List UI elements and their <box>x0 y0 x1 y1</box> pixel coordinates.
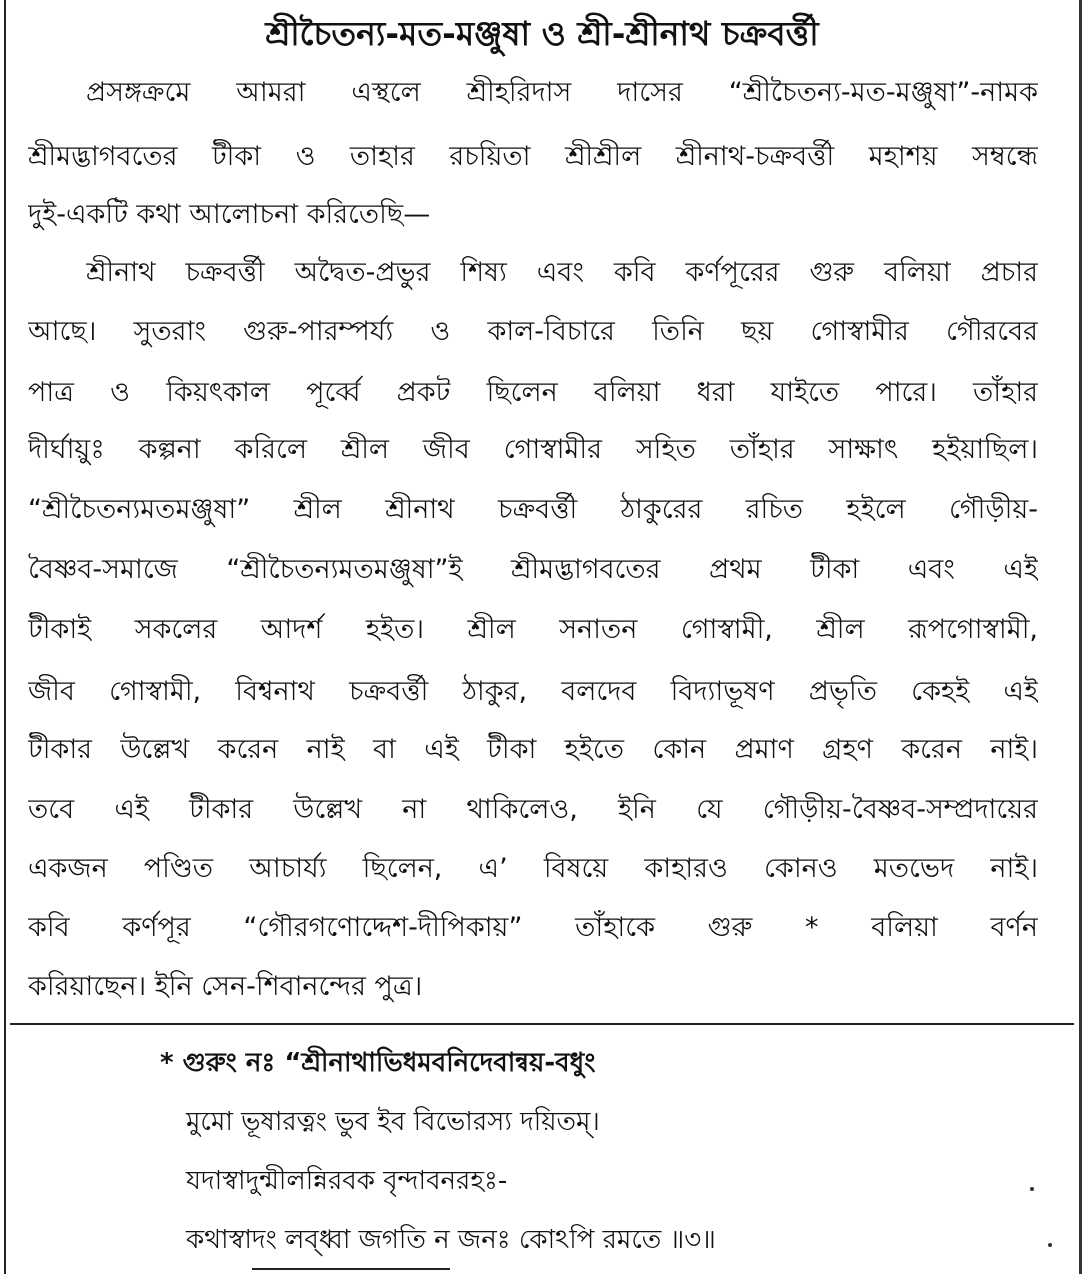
paragraph-line: পাত্র ও কিয়ৎকাল পূর্ব্বে প্রকট ছিলেন বলিয়া ধরা যাইতে পারে। তাঁহার <box>28 377 1038 408</box>
scan-left-edge <box>4 0 6 1274</box>
paragraph-line: টীকার উল্লেখ করেন নাই বা এই টীকা হইতে কোন প্রমাণ গ্রহণ করেন নাই। <box>28 734 1038 765</box>
paragraph-line: আছে। সুতরাং গুরু-পারম্পর্য্য ও কাল-বিচারে তিনি ছয় গোস্বামীর গৌরবের <box>28 316 1038 347</box>
paragraph-line: জীব গোস্বামী, বিশ্বনাথ চক্রবর্ত্তী ঠাকুর, বলদেব বিদ্যাভূষণ প্রভৃতি কেহই এই <box>28 676 1038 707</box>
footnote-verse-line: যদাস্বাদুন্মীলন্নিরবক বৃন্দাবনরহঃ- <box>186 1166 508 1196</box>
paragraph-line: বৈষ্ণব-সমাজে “শ্রীচৈতন্যমতমঞ্জুষা”ই শ্রীমদ্ভাগবতের প্রথম টীকা এবং এই <box>28 554 1038 585</box>
paragraph-line: প্রসঙ্গক্রমে আমরা এস্থলে শ্রীহরিদাস দাসের “শ্রীচৈতন্য-মত-মঞ্জুষা”-নামক <box>86 77 1038 108</box>
paragraph-line: দুই-একটি কথা আলোচনা করিতেছি— <box>28 199 431 230</box>
paragraph-line: শ্রীনাথ চক্রবর্ত্তী অদ্বৈত-প্রভুর শিষ্য এবং কবি কর্ণপূরের গুরু বলিয়া প্রচার <box>86 257 1038 288</box>
paragraph-line: একজন পণ্ডিত আচার্য্য ছিলেন, এ’ বিষয়ে কাহারও কোনও মতভেদ নাই। <box>28 853 1038 884</box>
paragraph-line: করিয়াছেন। ইনি সেন-শিবানন্দের পুত্র। <box>28 971 423 1002</box>
paragraph-line: টীকাই সকলের আদর্শ হইত। শ্রীল সনাতন গোস্বামী, শ্রীল রূপগোস্বামী, <box>28 614 1038 645</box>
scan-right-edge <box>1079 0 1082 1274</box>
footnote-verse-line: * গুরুং নঃ “শ্রীনাথাভিধমবনিদেবান্বয়-বধুং <box>160 1048 596 1078</box>
paragraph-line: দীর্ঘায়ুঃ কল্পনা করিলে শ্রীল জীব গোস্বামীর সহিত তাঁহার সাক্ষাৎ হইয়াছিল। <box>28 434 1038 465</box>
paragraph-line: “শ্রীচৈতন্যমতমঞ্জুষা” শ্রীল শ্রীনাথ চক্রবর্ত্তী ঠাকুরের রচিত হইলে গৌড়ীয়- <box>28 494 1038 525</box>
footnote-divider <box>10 1023 1074 1025</box>
paragraph-line: তবে এই টীকার উল্লেখ না থাকিলেও, ইনি যে গৌড়ীয়-বৈষ্ণব-সম্প্রদায়ের <box>28 794 1038 825</box>
paragraph-line: কবি কর্ণপূর “গৌরগণোদ্দেশ-দীপিকায়” তাঁহাকে গুরু * বলিয়া বর্ণন <box>28 912 1038 943</box>
footnote-verse-line: মুমো ভূষারত্নং ভুব ইব বিভোরস্য দয়িতম্। <box>186 1107 600 1137</box>
scan-speck <box>1048 1243 1052 1247</box>
paragraph-line: শ্রীমদ্ভাগবতের টীকা ও তাহার রচয়িতা শ্রীশ্রীল শ্রীনাথ-চক্রবর্ত্তী মহাশয় সম্বন্ধে <box>28 141 1038 172</box>
page-title: শ্রীচৈতন্য-মত-মঞ্জুষা ও শ্রী-শ্রীনাথ চক্রবর্ত্তী <box>265 14 819 53</box>
footnote-verse-line: কথাস্বাদং লব্ধ্বা জগতি ন জনঃ কোঽপি রমতে ॥৩॥ <box>186 1225 716 1255</box>
bottom-rule <box>252 1268 450 1270</box>
scan-speck <box>1030 1187 1034 1191</box>
